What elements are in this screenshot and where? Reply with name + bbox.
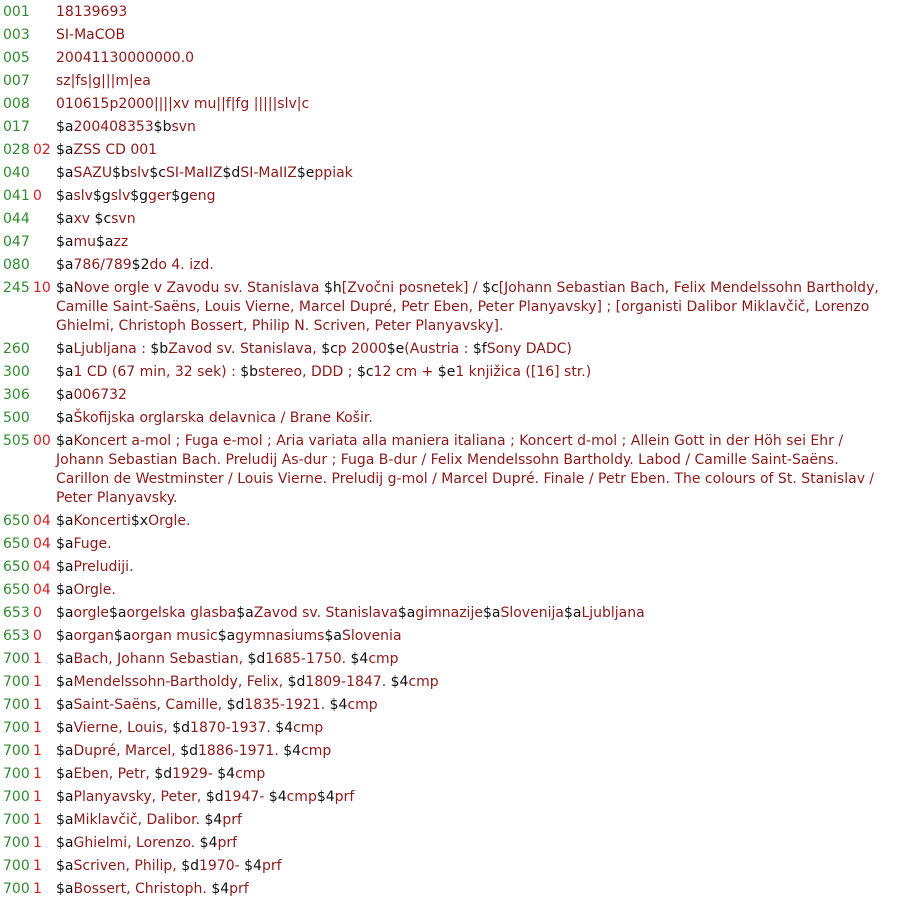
subfield-code: $c — [321, 341, 338, 357]
field-content: 010615p2000||||xv mu||f|fg |||||slv|c — [56, 96, 310, 112]
field-tag: 007 — [3, 73, 30, 89]
subfield-code: $c — [149, 165, 166, 181]
subfield-code: $a — [56, 211, 74, 227]
marc-field-row — [0, 512, 900, 531]
marc-field-row — [0, 788, 900, 807]
marc-field-row — [0, 95, 900, 114]
field-content: $aEben, Petr, $d1929- $4cmp — [56, 766, 266, 782]
field-tag: 505 — [3, 433, 30, 449]
field-tag: 650 — [3, 513, 30, 529]
subfield-code: $b — [150, 341, 169, 357]
subfield-code: $a — [56, 697, 74, 713]
subfield-code: $a — [56, 165, 74, 181]
subfield-code: $d — [287, 674, 306, 690]
marc-field-row — [0, 765, 900, 784]
field-indicators: 0 — [33, 605, 42, 621]
field-indicators: 0 — [33, 628, 42, 644]
subfield-code: $a — [56, 881, 74, 897]
subfield-code: $a — [324, 628, 342, 644]
subfield-code: $a — [56, 280, 74, 296]
subfield-code: $a — [563, 605, 582, 621]
field-tag: 650 — [3, 582, 30, 598]
field-content: $aScriven, Philip, $d1970- $4prf — [56, 858, 282, 874]
field-tag: 017 — [3, 119, 30, 135]
field-tag: 700 — [3, 835, 30, 851]
field-indicators: 0 — [33, 188, 42, 204]
subfield-code: $d — [172, 720, 191, 736]
subfield-code: $g — [130, 188, 149, 204]
marc-field-row — [0, 627, 900, 646]
field-content: $aSaint-Saëns, Camille, $d1835-1921. $4cmp — [56, 697, 378, 713]
field-content: $aMiklavčič, Dalibor. $4prf — [56, 812, 242, 828]
subfield-code: $a — [482, 605, 501, 621]
field-tag: 650 — [3, 559, 30, 575]
field-indicators: 1 — [33, 743, 42, 759]
field-content: 20041130000000.0 — [56, 50, 195, 66]
field-content: $aBach, Johann Sebastian, $d1685-1750. $4cmp — [56, 651, 399, 667]
field-tag: 650 — [3, 536, 30, 552]
marc-field-row — [0, 49, 900, 68]
marc-field-row — [0, 432, 900, 508]
field-tag: 005 — [3, 50, 30, 66]
subfield-code: $a — [56, 410, 74, 426]
field-tag: 260 — [3, 341, 30, 357]
subfield-code: $b — [240, 364, 259, 380]
marc-field-row — [0, 673, 900, 692]
subfield-code: $a — [56, 628, 74, 644]
field-content: $aLjubljana : $bZavod sv. Stanislava, $cp 2000$e(Austria : $fSony DADC) — [56, 341, 572, 357]
subfield-code: $a — [56, 835, 74, 851]
subfield-code: $a — [56, 513, 74, 529]
subfield-code: $a — [56, 387, 74, 403]
field-tag: 300 — [3, 364, 30, 380]
subfield-code: $a — [56, 257, 74, 273]
marc-field-row — [0, 581, 900, 600]
marc-field-row — [0, 857, 900, 876]
field-content: $aŠkofijska orglarska delavnica / Brane Košir. — [56, 410, 373, 426]
field-tag: 700 — [3, 881, 30, 897]
subfield-code: $a — [397, 605, 416, 621]
marc-field-row — [0, 386, 900, 405]
marc-field-row — [0, 811, 900, 830]
marc-field-row — [0, 141, 900, 160]
field-tag: 700 — [3, 812, 30, 828]
marc-field-row — [0, 340, 900, 359]
marc-field-row — [0, 279, 900, 336]
field-indicators: 1 — [33, 858, 42, 874]
subfield-code: $e — [296, 165, 315, 181]
subfield-code: $4 — [350, 651, 369, 667]
field-tag: 028 — [3, 142, 30, 158]
marc-field-row — [0, 742, 900, 761]
field-tag: 047 — [3, 234, 30, 250]
marc-field-row — [0, 164, 900, 183]
field-indicators: 02 — [33, 142, 51, 158]
subfield-code: $a — [56, 559, 74, 575]
field-tag: 700 — [3, 651, 30, 667]
subfield-code: $c — [482, 280, 499, 296]
field-content: 18139693 — [56, 4, 128, 20]
field-content: $aorgle$aorgelska glasba$aZavod sv. Stanislava$agimnazije$aSlovenija$aLjubljana — [56, 605, 645, 621]
field-content: $aVierne, Louis, $d1870-1937. $4cmp — [56, 720, 324, 736]
field-tag: 700 — [3, 789, 30, 805]
marc-field-row — [0, 834, 900, 853]
field-content: sz|fs|g|||m|ea — [56, 73, 151, 89]
field-tag: 653 — [3, 628, 30, 644]
subfield-code: $4 — [211, 881, 230, 897]
marc-field-row — [0, 650, 900, 669]
field-indicators: 1 — [33, 697, 42, 713]
field-indicators: 04 — [33, 559, 51, 575]
subfield-code: $4 — [199, 835, 218, 851]
field-tag: 700 — [3, 766, 30, 782]
subfield-code: $d — [180, 743, 199, 759]
subfield-code: $4 — [390, 674, 409, 690]
field-indicators: 1 — [33, 835, 42, 851]
subfield-code: $a — [56, 341, 74, 357]
subfield-code: $h — [323, 280, 342, 296]
subfield-code: $a — [236, 605, 254, 621]
field-content: $amu$azz — [56, 234, 129, 250]
field-content: $aDupré, Marcel, $d1886-1971. $4cmp — [56, 743, 332, 759]
marc-field-row — [0, 3, 900, 22]
subfield-code: $4 — [283, 743, 302, 759]
field-tag: 700 — [3, 743, 30, 759]
marc-field-row — [0, 719, 900, 738]
field-content: $a786/789$2do 4. izd. — [56, 257, 214, 273]
marc-field-row — [0, 535, 900, 554]
field-indicators: 1 — [33, 789, 42, 805]
field-tag: 700 — [3, 720, 30, 736]
field-indicators: 04 — [33, 513, 51, 529]
marc-field-row — [0, 118, 900, 137]
subfield-code: $c — [94, 211, 112, 227]
subfield-code: $a — [113, 628, 132, 644]
marc-field-row — [0, 409, 900, 428]
field-content: $a1 CD (67 min, 32 sek) : $bstereo, DDD ; $c12 cm + $e1 knjižica ([16] str.) — [56, 364, 592, 380]
subfield-code: $4 — [316, 789, 335, 805]
field-content: $aPlanyavsky, Peter, $d1947- $4cmp$4prf — [56, 789, 355, 805]
subfield-code: $4 — [244, 858, 262, 874]
field-tag: 003 — [3, 27, 30, 43]
field-content: $aorgan$aorgan music$agymnasiums$aSlovenia — [56, 628, 402, 644]
subfield-code: $a — [217, 628, 236, 644]
subfield-code: $a — [56, 119, 74, 135]
subfield-code: $a — [56, 674, 74, 690]
marc-field-row — [0, 210, 900, 229]
field-content: $a200408353$bsvn — [56, 119, 196, 135]
field-indicators: 1 — [33, 674, 42, 690]
field-content: $aOrgle. — [56, 582, 116, 598]
marc-field-row — [0, 256, 900, 275]
marc-field-row — [0, 233, 900, 252]
field-tag: 008 — [3, 96, 30, 112]
subfield-code: $2 — [131, 257, 150, 273]
field-content: $aBossert, Christoph. $4prf — [56, 881, 249, 897]
field-tag: 500 — [3, 410, 30, 426]
subfield-code: $a — [96, 234, 114, 250]
subfield-code: $d — [222, 165, 241, 181]
field-tag: 700 — [3, 674, 30, 690]
subfield-code: $a — [56, 720, 74, 736]
field-content: $aZSS CD 001 — [56, 142, 158, 158]
field-indicators: 1 — [33, 720, 42, 736]
field-content: $a006732 — [56, 387, 127, 403]
subfield-code: $d — [226, 697, 245, 713]
subfield-code: $g — [171, 188, 190, 204]
subfield-code: $4 — [329, 697, 348, 713]
subfield-code: $e — [437, 364, 456, 380]
field-tag: 044 — [3, 211, 30, 227]
marc-field-row — [0, 696, 900, 715]
field-indicators: 1 — [33, 651, 42, 667]
field-content: $aNove orgle v Zavodu sv. Stanislava $h[Zvočni posnetek] / $c[Johann Sebastian Bach, Felix Mendelssohn Bartholdy, Camille Saint-Saëns, Louis Vierne, Marcel Dupré, Petr Eben, Peter Planyavsky] ; [organisti Dalibor Miklavčič, Lorenzo Ghielmi, Christoph Bossert, Philip N. Scriven, Peter Planyavsky]. — [56, 280, 884, 334]
subfield-code: $a — [56, 188, 74, 204]
field-content: $aPreludiji. — [56, 559, 134, 575]
subfield-code: $4 — [217, 766, 236, 782]
subfield-code: $a — [56, 142, 74, 158]
subfield-code: $a — [56, 766, 74, 782]
marc-field-row — [0, 72, 900, 91]
subfield-code: $a — [56, 536, 74, 552]
subfield-code: $a — [108, 605, 127, 621]
subfield-code: $a — [56, 582, 74, 598]
subfield-code: $a — [56, 651, 74, 667]
field-indicators: 04 — [33, 582, 51, 598]
field-indicators: 1 — [33, 881, 42, 897]
subfield-code: $b — [112, 165, 130, 181]
field-content: $aslv$gslv$gger$geng — [56, 188, 216, 204]
field-content: $aFuge. — [56, 536, 112, 552]
subfield-code: $a — [56, 605, 74, 621]
subfield-code: $4 — [275, 720, 294, 736]
subfield-code: $a — [56, 234, 74, 250]
subfield-code: $e — [386, 341, 405, 357]
subfield-code: $a — [56, 858, 74, 874]
subfield-code: $a — [56, 743, 74, 759]
subfield-code: $4 — [204, 812, 223, 828]
subfield-code: $f — [472, 341, 487, 357]
subfield-code: $x — [130, 513, 149, 529]
subfield-code: $g — [92, 188, 111, 204]
field-content: $aGhielmi, Lorenzo. $4prf — [56, 835, 238, 851]
subfield-code: $c — [356, 364, 374, 380]
marc-field-row — [0, 363, 900, 382]
marc-field-row — [0, 604, 900, 623]
field-indicators: 10 — [33, 280, 51, 296]
field-tag: 700 — [3, 697, 30, 713]
field-tag: 080 — [3, 257, 30, 273]
field-tag: 040 — [3, 165, 30, 181]
subfield-code: $a — [56, 364, 74, 380]
subfield-code: $a — [56, 812, 74, 828]
marc-field-row — [0, 26, 900, 45]
marc-field-row — [0, 187, 900, 206]
subfield-code: $a — [56, 433, 74, 449]
field-indicators: 1 — [33, 812, 42, 828]
field-content: SI-MaCOB — [56, 27, 126, 43]
field-tag: 700 — [3, 858, 30, 874]
field-content: $aSAZU$bslv$cSI-MaIIZ$dSI-MaIIZ$eppiak — [56, 165, 353, 181]
field-content: $aKoncert a-mol ; Fuga e-mol ; Aria variata alla maniera italiana ; Koncert d-mol ; Allein Gott in der Höh sei Ehr / Johann Sebastian Bach. Preludij As-dur ; Fuga B-dur / Felix Mendelssohn Bartholdy. Labod / Camille Saint-Saëns. Carillon de Westminster / Louis Vierne. Preludij g-mol / Marcel Dupré. Finale / Petr Eben. The colours of St. Stanislav / Peter Planyavsky. — [56, 433, 879, 506]
subfield-code: $4 — [268, 789, 287, 805]
subfield-code: $d — [154, 766, 173, 782]
field-tag: 041 — [3, 188, 30, 204]
field-content: $aKoncerti$xOrgle. — [56, 513, 191, 529]
field-tag: 245 — [3, 280, 30, 296]
field-indicators: 00 — [33, 433, 51, 449]
subfield-code: $d — [181, 858, 199, 874]
field-indicators: 1 — [33, 766, 42, 782]
field-content: $axv $csvn — [56, 211, 136, 227]
field-indicators: 04 — [33, 536, 51, 552]
field-tag: 306 — [3, 387, 30, 403]
subfield-code: $b — [153, 119, 172, 135]
marc-field-row — [0, 558, 900, 577]
subfield-code: $a — [56, 789, 74, 805]
field-tag: 001 — [3, 4, 30, 20]
subfield-code: $d — [205, 789, 224, 805]
field-tag: 653 — [3, 605, 30, 621]
subfield-code: $d — [247, 651, 266, 667]
marc-field-row — [0, 880, 900, 899]
field-content: $aMendelssohn-Bartholdy, Felix, $d1809-1847. $4cmp — [56, 674, 439, 690]
